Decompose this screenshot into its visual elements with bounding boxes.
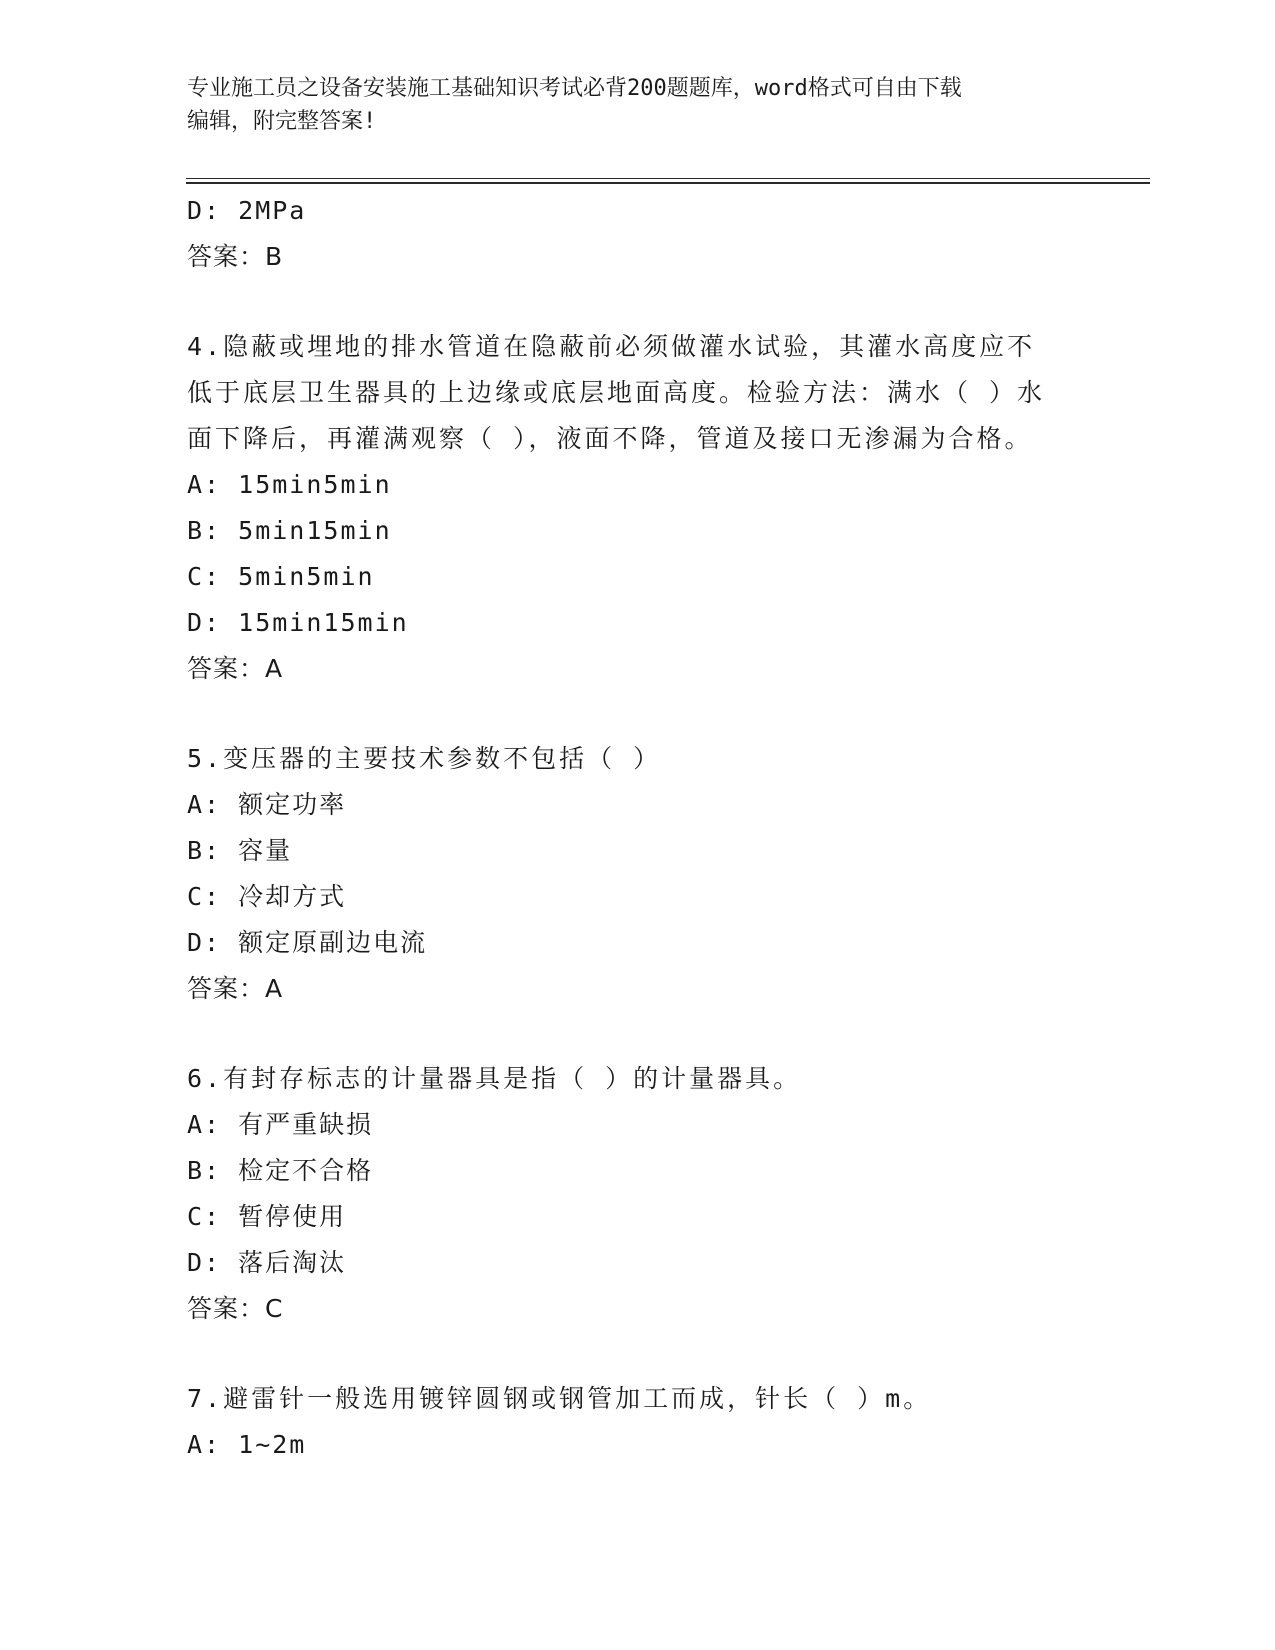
fragment-option-d: D: 2MPa: [187, 196, 307, 225]
answer-label: 答案：A: [187, 974, 284, 1003]
option-c: C: 暂停使用: [187, 1202, 347, 1231]
answer-label: 答案：C: [187, 1294, 284, 1323]
spacer: [187, 280, 1087, 324]
question-block-7: [187, 1376, 1087, 1468]
page-header: [187, 72, 1087, 138]
option-a: A: 1~2m: [187, 1430, 307, 1459]
option-a: A: 有严重缺损: [187, 1110, 374, 1139]
header-title-line-1: 专业施工员之设备安装施工基础知识考试必背200题题库，word格式可自由下载: [187, 76, 962, 101]
header-title-line-2: 编辑，附完整答案!: [187, 109, 377, 134]
question-block-5: [187, 736, 1087, 1012]
option-d: D: 额定原副边电流: [187, 928, 428, 957]
option-b: B: 检定不合格: [187, 1156, 374, 1185]
question-text-line: 4.隐蔽或埋地的排水管道在隐蔽前必须做灌水试验，其灌水高度应不: [187, 332, 1036, 361]
option-a: A: 额定功率: [187, 790, 347, 819]
header-divider-thin: [186, 178, 1150, 179]
option-a: A: 15min5min: [187, 470, 392, 499]
question-text-line: 5.变压器的主要技术参数不包括（ ）: [187, 744, 662, 773]
question-text-line: 7.避雷针一般选用镀锌圆钢或钢管加工而成，针长（ ）m。: [187, 1384, 932, 1413]
question-text-line: 低于底层卫生器具的上边缘或底层地面高度。检验方法：满水（ ）水: [187, 378, 1046, 407]
spacer: [187, 692, 1087, 736]
spacer: [187, 1012, 1087, 1056]
question-block-6: [187, 1056, 1087, 1332]
header-divider-thick: [186, 182, 1150, 184]
answer-label: 答案：A: [187, 654, 284, 683]
option-c: C: 5min5min: [187, 562, 375, 591]
option-b: B: 5min15min: [187, 516, 392, 545]
option-d: D: 15min15min: [187, 608, 409, 637]
option-b: B: 容量: [187, 836, 293, 865]
option-c: C: 冷却方式: [187, 882, 347, 911]
question-block-4: [187, 324, 1087, 692]
spacer: [187, 1332, 1087, 1376]
question-text-line: 面下降后，再灌满观察（ ），液面不降，管道及接口无渗漏为合格。: [187, 424, 1033, 453]
option-d: D: 落后淘汰: [187, 1248, 347, 1277]
question-list: [187, 188, 1087, 1468]
question-text-line: 6.有封存标志的计量器具是指（ ）的计量器具。: [187, 1064, 802, 1093]
fragment-answer: 答案：B: [187, 242, 284, 271]
